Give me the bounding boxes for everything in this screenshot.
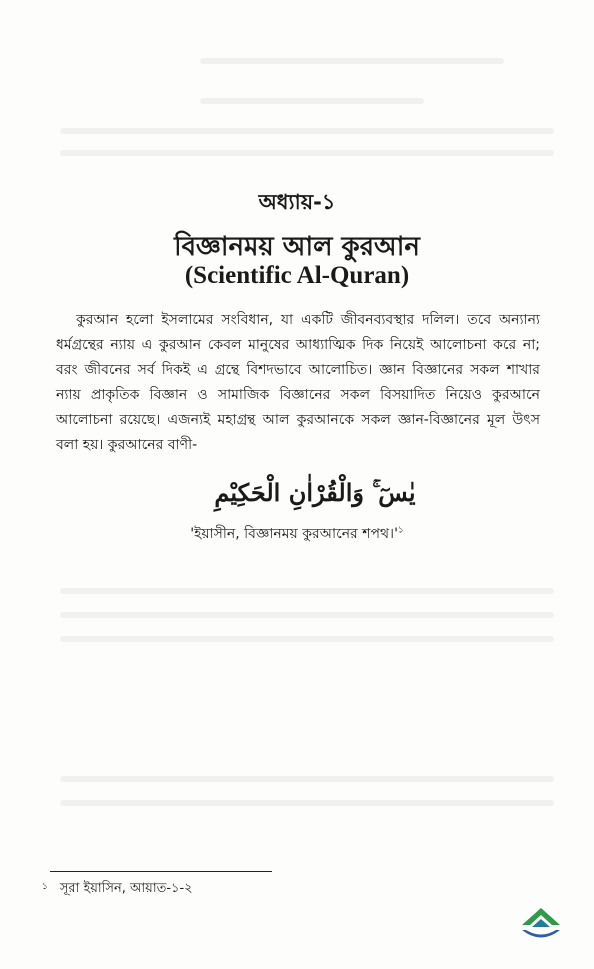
footnote-divider xyxy=(50,871,272,872)
footnote-marker: ১ xyxy=(42,882,48,892)
bleed-through-text xyxy=(60,150,554,156)
bleed-through-text xyxy=(200,98,424,104)
bleed-through-text xyxy=(60,636,554,642)
bleed-through-text xyxy=(60,776,554,782)
chapter-number: অধ্যায়-১ xyxy=(258,190,336,214)
footnote-reference: ১ xyxy=(397,525,404,536)
chapter-title-english: (Scientific Al-Quran) xyxy=(184,262,410,289)
bleed-through-text xyxy=(60,128,554,134)
body-paragraph: কুরআন হলো ইসলামের সংবিধান, যা একটি জীবনব্যবস্থার দলিল। তবে অন্যান্য ধর্মগ্রন্থের ন্যায় এ কুরআন কেবল মানুষের আধ্যাত্মিক দিক নিয়েই আলোচনা করে না; বরং জীবনের সর্ব দিকই এ গ্রন্থে বিশদভাবে আলোচিত। জ্ঞান বিজ্ঞানের সকল শাখার ন্যায় প্রাকৃতিক বিজ্ঞান ও সামাজিক বিজ্ঞানের সকল বিসয়াদিত নিয়েও কুরআনে আলোচনা রয়েছে। এজন্যই মহাগ্রন্থ আল কুরআনকে সকল জ্ঞান-বিজ্ঞানের মূল উৎস বলা হয়। কুরআনের বাণী- xyxy=(56,312,540,453)
verse-translation xyxy=(0,522,594,546)
chapter-title-bengali: বিজ্ঞানময় আল কুরআন xyxy=(174,232,420,262)
bleed-through-text xyxy=(60,588,554,594)
bleed-through-text xyxy=(60,800,554,806)
footnote-text: সূরা ইয়াসিন, আয়াত-১-২ xyxy=(59,881,193,896)
publisher-logo-icon xyxy=(516,905,566,943)
footnote xyxy=(42,879,442,900)
verse-translation-text: 'ইয়াসীন, বিজ্ঞানময় কুরআনের শপথ।' xyxy=(190,526,398,542)
arabic-verse: يٰسٓ ۚ وَالْقُرْاٰنِ الْحَكِيْمِ xyxy=(214,478,416,507)
bleed-through-text xyxy=(200,58,504,64)
bleed-through-text xyxy=(60,612,554,618)
